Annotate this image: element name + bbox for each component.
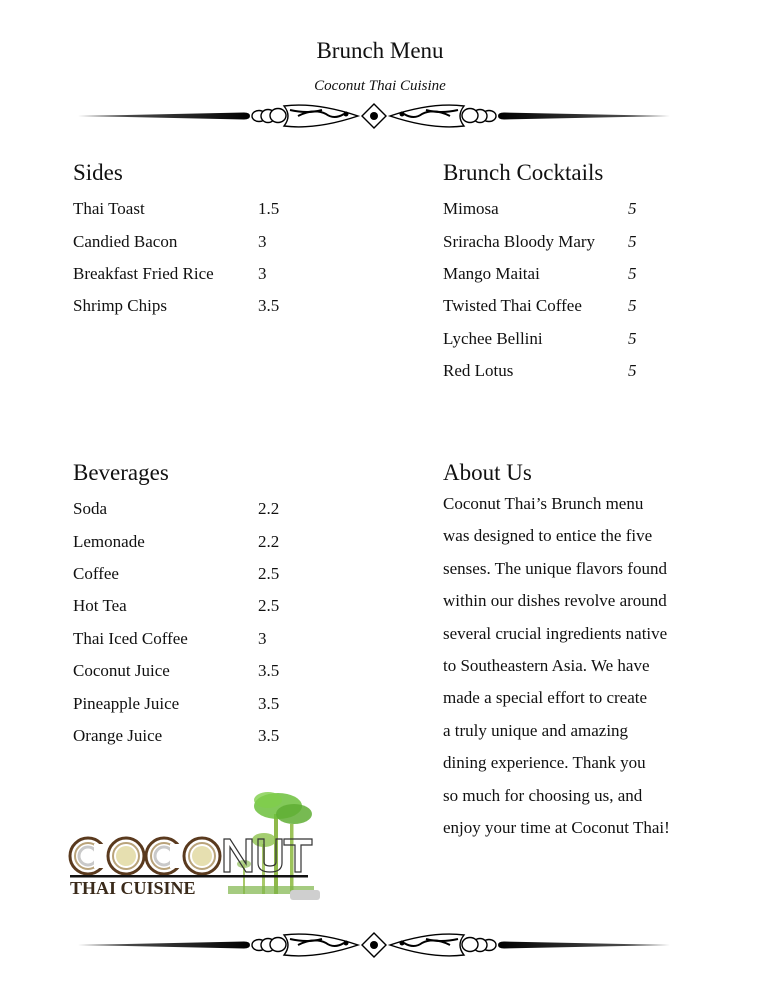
menu-item — [73, 590, 373, 622]
item-price: 5 — [628, 296, 637, 316]
item-name: Coconut Juice — [73, 661, 170, 681]
item-name: Red Lotus — [443, 361, 514, 381]
menu-item — [73, 720, 373, 752]
item-price: 3 — [258, 628, 267, 648]
beverages-section — [73, 458, 373, 752]
item-price: 3.5 — [258, 725, 280, 745]
about-line: was designed to entice the five — [443, 526, 653, 546]
item-name: Mimosa — [443, 199, 499, 219]
item-name: Breakfast Fried Rice — [73, 263, 214, 283]
item-price: 2.5 — [258, 563, 280, 583]
cocktails-section — [443, 158, 733, 387]
ornamental-divider-icon — [76, 927, 672, 963]
item-price: 5 — [628, 328, 637, 348]
menu-item — [73, 525, 373, 557]
beverages-heading: Beverages — [73, 460, 169, 485]
menu-item — [443, 355, 733, 387]
item-price: 2.2 — [258, 531, 280, 551]
menu-item — [73, 225, 373, 257]
item-name: Soda — [73, 499, 107, 519]
menu-item — [443, 225, 733, 257]
about-line: dining experience. Thank you — [443, 753, 646, 773]
menu-item — [73, 655, 373, 687]
item-price: 5 — [628, 361, 637, 381]
item-price: 3 — [258, 263, 267, 283]
logo-text: THAI CUISINE — [70, 878, 196, 898]
item-price: 5 — [628, 199, 637, 219]
palm-tree-icon — [228, 792, 320, 900]
page-subtitle: Coconut Thai Cuisine — [314, 78, 446, 94]
coconut-thai-cuisine-logo — [68, 784, 330, 902]
about-line: a truly unique and amazing — [443, 720, 629, 740]
item-name: Pineapple Juice — [73, 693, 180, 713]
sides-heading: Sides — [73, 160, 123, 185]
item-price: 2.2 — [258, 499, 280, 519]
menu-item — [73, 623, 373, 655]
about-line: to Southeastern Asia. We have — [443, 655, 650, 675]
item-price: 3.5 — [258, 661, 280, 681]
about-text — [443, 488, 743, 844]
coconut-o-icon — [70, 838, 220, 874]
menu-item — [443, 193, 733, 225]
about-line: Coconut Thai’s Brunch menu — [443, 494, 644, 513]
menu-item — [73, 558, 373, 590]
about-line: so much for choosing us, and — [443, 785, 643, 805]
item-price: 5 — [628, 263, 637, 283]
item-name: Shrimp Chips — [73, 296, 167, 316]
menu-item — [73, 258, 373, 290]
about-line: senses. The unique flavors found — [443, 558, 667, 578]
item-name: Twisted Thai Coffee — [443, 296, 582, 316]
menu-item — [443, 258, 733, 290]
item-name: Orange Juice — [73, 725, 163, 745]
item-name: Lychee Bellini — [443, 328, 543, 348]
item-price: 5 — [628, 231, 637, 251]
about-heading: About Us — [443, 460, 532, 485]
item-name: Lemonade — [73, 531, 145, 551]
item-name: Sriracha Bloody Mary — [443, 231, 596, 251]
ornamental-divider-icon — [76, 98, 672, 134]
cocktails-heading: Brunch Cocktails — [443, 160, 604, 185]
about-line: made a special effort to create — [443, 688, 648, 708]
item-name: Thai Toast — [73, 199, 145, 219]
about-line: enjoy your time at Coconut Thai! — [443, 817, 670, 837]
item-name: Mango Maitai — [443, 263, 540, 283]
item-price: 1.5 — [258, 199, 280, 219]
item-name: Coffee — [73, 563, 119, 583]
about-line: within our dishes revolve around — [443, 591, 667, 611]
menu-item — [73, 193, 373, 225]
sides-section — [73, 158, 373, 323]
about-section — [443, 458, 743, 844]
menu-item — [443, 290, 733, 322]
item-price: 3 — [258, 231, 267, 251]
item-price: 3.5 — [258, 693, 280, 713]
item-name: Thai Iced Coffee — [73, 628, 188, 648]
about-line: several crucial ingredients native — [443, 623, 668, 643]
menu-item — [73, 290, 373, 322]
item-price: 2.5 — [258, 596, 280, 616]
page-title: Brunch Menu — [316, 38, 444, 63]
menu-item — [73, 493, 373, 525]
item-price: 3.5 — [258, 296, 280, 316]
item-name: Hot Tea — [73, 596, 127, 616]
menu-item — [73, 687, 373, 719]
item-name: Candied Bacon — [73, 231, 178, 251]
menu-item — [443, 323, 733, 355]
